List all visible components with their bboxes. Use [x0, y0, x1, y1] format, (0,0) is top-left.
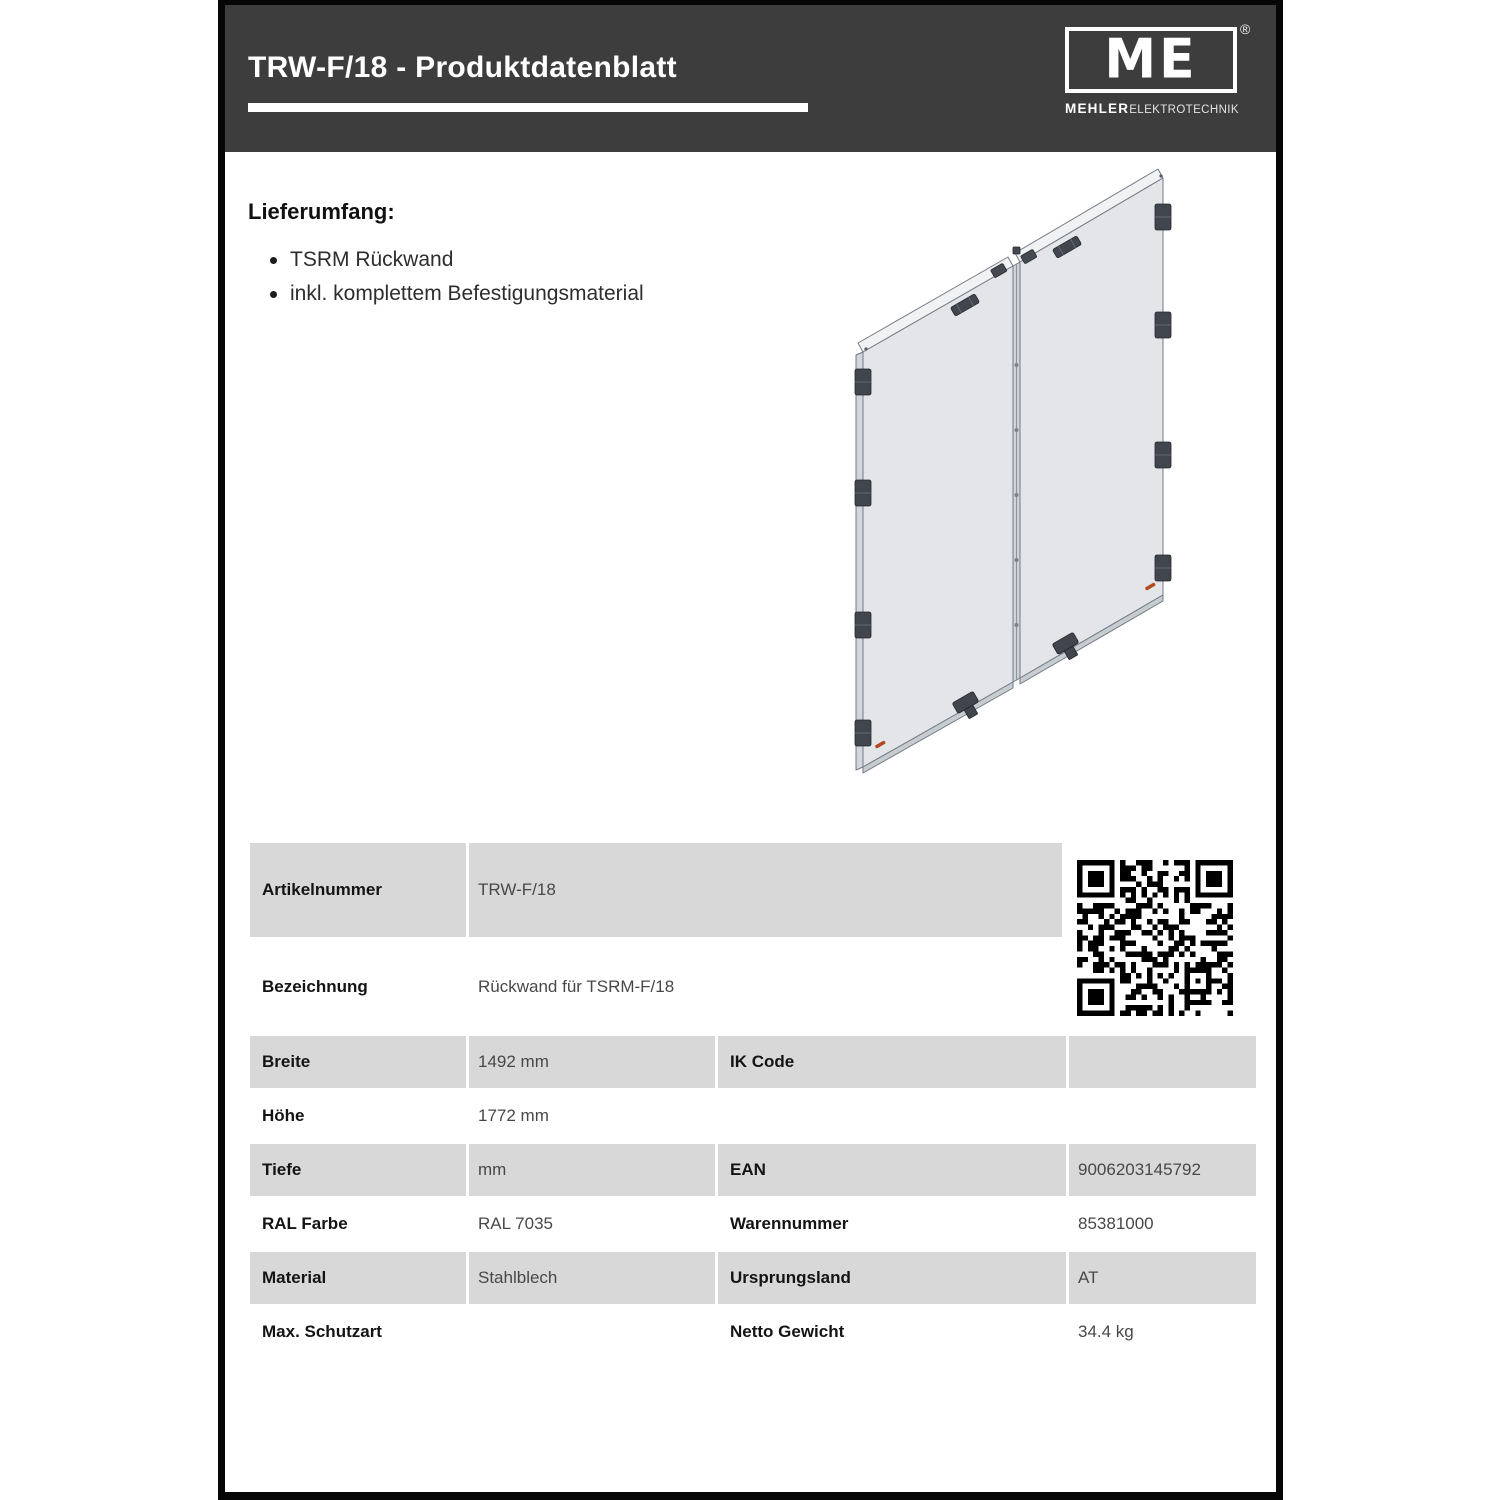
brand-logo — [1063, 19, 1251, 129]
spec-label: Breite — [262, 1052, 311, 1071]
table-row — [250, 1090, 1256, 1142]
delivery-heading: Lieferumfang: — [248, 199, 395, 224]
qr-code — [1077, 860, 1233, 1016]
brand-name-bold: MEHLER — [1065, 101, 1130, 116]
rear-panel-isometric-drawing — [845, 165, 1175, 790]
table-row — [250, 1306, 1256, 1358]
spec-label: EAN — [730, 1160, 766, 1179]
delivery-list — [248, 243, 644, 311]
spec-value: TRW-F/18 — [478, 880, 556, 899]
spec-label: Warennummer — [730, 1214, 849, 1233]
list-item-text: TSRM Rückwand — [290, 248, 454, 271]
page-title: TRW-F/18 - Produktdatenblatt — [248, 51, 677, 84]
registered-trademark-icon: ® — [1240, 21, 1251, 37]
spec-value: 85381000 — [1078, 1214, 1154, 1233]
spec-label: Material — [262, 1268, 327, 1287]
spec-label: Ursprungsland — [730, 1268, 851, 1287]
spec-label: Höhe — [262, 1106, 305, 1125]
list-item — [248, 277, 644, 311]
spec-value: mm — [478, 1160, 507, 1179]
qr-code-image — [1077, 860, 1233, 1016]
list-item-text: inkl. komplettem Befestigungsmaterial — [290, 282, 644, 305]
spec-value: 1492 mm — [478, 1052, 549, 1071]
header-bar — [225, 5, 1276, 152]
spec-label: IK Code — [730, 1052, 795, 1071]
spec-value: 1772 mm — [478, 1106, 549, 1125]
list-item — [248, 243, 644, 277]
me-monogram: ME — [1104, 28, 1198, 92]
table-row-bezeichnung — [250, 937, 1062, 1036]
spec-value: 9006203145792 — [1078, 1160, 1201, 1179]
spec-value: Stahlblech — [478, 1268, 558, 1287]
spec-label: Bezeichnung — [262, 976, 368, 996]
spec-value: Rückwand für TSRM-F/18 — [478, 976, 675, 996]
title-underline — [248, 103, 808, 112]
brand-name-light: ELEKTROTECHNIK — [1129, 104, 1239, 116]
bullet-icon — [270, 257, 277, 264]
datasheet-document — [218, 0, 1283, 1500]
product-drawing — [845, 165, 1175, 790]
brand-wordmark — [1065, 101, 1237, 116]
spec-value: AT — [1078, 1268, 1099, 1287]
spec-label: RAL Farbe — [262, 1214, 348, 1233]
spec-label: Artikelnummer — [262, 880, 382, 899]
spec-label: Tiefe — [262, 1160, 302, 1179]
table-row — [250, 1198, 1256, 1250]
spec-value: RAL 7035 — [478, 1214, 553, 1233]
me-logo-icon — [1065, 27, 1237, 93]
spec-label: Max. Schutzart — [262, 1322, 382, 1341]
table-row — [250, 1252, 1256, 1304]
table-row-artikelnummer — [250, 843, 1062, 937]
spec-value: 34.4 kg — [1078, 1322, 1134, 1341]
table-row — [250, 1036, 1256, 1088]
spec-label: Netto Gewicht — [730, 1322, 845, 1341]
table-row — [250, 1144, 1256, 1196]
bullet-icon — [270, 291, 277, 298]
